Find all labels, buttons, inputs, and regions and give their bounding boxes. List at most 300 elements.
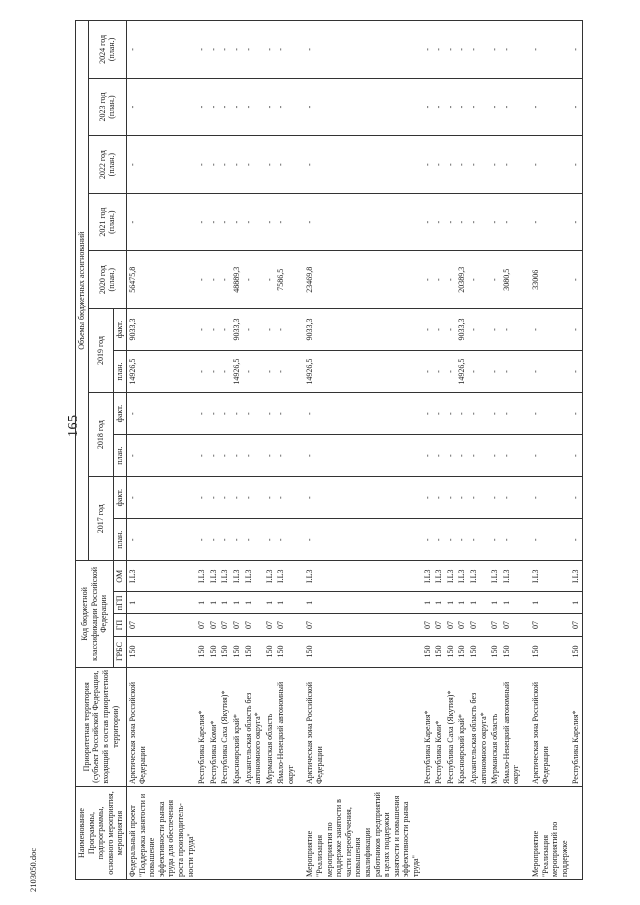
cell-value: - xyxy=(126,393,196,435)
cell-value: - xyxy=(433,519,445,561)
header-2019-plan: план. xyxy=(114,351,127,393)
cell-value: - xyxy=(275,308,296,350)
cell-value: 9033,3 xyxy=(296,308,421,350)
cell-value: - xyxy=(296,435,421,477)
cell-value: - xyxy=(422,435,434,477)
cell-pgp: 1 xyxy=(219,592,231,614)
cell-value: - xyxy=(231,477,243,519)
cell-value: - xyxy=(219,251,231,309)
cell-name xyxy=(219,787,231,880)
cell-value: - xyxy=(296,477,421,519)
cell-value: - xyxy=(570,435,582,477)
cell-value: - xyxy=(296,193,421,251)
cell-value: - xyxy=(522,393,570,435)
cell-value: 14926,5 xyxy=(456,351,468,393)
cell-om: I.L3 xyxy=(422,561,434,592)
cell-value: - xyxy=(570,308,582,350)
cell-value: - xyxy=(231,21,243,79)
cell-value: - xyxy=(433,251,445,309)
cell-om: I.L3 xyxy=(219,561,231,592)
header-2024: 2024 год (план.) xyxy=(88,21,126,79)
cell-value: - xyxy=(433,351,445,393)
cell-grbs: 150 xyxy=(243,636,264,667)
cell-value: - xyxy=(219,136,231,194)
cell-value: - xyxy=(433,308,445,350)
cell-value: - xyxy=(468,251,489,309)
header-2018-fact: факт. xyxy=(114,393,127,435)
table-row xyxy=(196,21,208,880)
cell-pgp: 1 xyxy=(489,592,501,614)
cell-om: I.L3 xyxy=(501,561,522,592)
table-row xyxy=(231,21,243,880)
cell-value: - xyxy=(522,435,570,477)
cell-om: I.L3 xyxy=(468,561,489,592)
cell-value: - xyxy=(501,78,522,136)
cell-grbs: 150 xyxy=(275,636,296,667)
header-pgp: пГП xyxy=(114,592,127,614)
table-row xyxy=(422,21,434,880)
cell-value: - xyxy=(264,251,276,309)
cell-value: - xyxy=(422,193,434,251)
table-row xyxy=(126,21,196,880)
header-2023: 2023 год (план.) xyxy=(88,78,126,136)
cell-pgp: 1 xyxy=(208,592,220,614)
cell-value: - xyxy=(243,519,264,561)
cell-value: - xyxy=(275,435,296,477)
cell-value: - xyxy=(219,21,231,79)
cell-value: - xyxy=(456,193,468,251)
cell-value: - xyxy=(264,435,276,477)
cell-grbs: 150 xyxy=(208,636,220,667)
cell-value: - xyxy=(433,193,445,251)
cell-value: - xyxy=(456,21,468,79)
cell-pgp: 1 xyxy=(296,592,421,614)
cell-gp: 07 xyxy=(570,614,582,636)
cell-grbs: 150 xyxy=(422,636,434,667)
cell-pgp: 1 xyxy=(422,592,434,614)
table-row xyxy=(456,21,468,880)
cell-value: - xyxy=(275,351,296,393)
cell-value: - xyxy=(208,351,220,393)
cell-value: - xyxy=(456,136,468,194)
cell-value: - xyxy=(522,21,570,79)
cell-value: - xyxy=(208,435,220,477)
cell-name xyxy=(468,787,489,880)
cell-value: - xyxy=(433,435,445,477)
cell-value: - xyxy=(570,21,582,79)
cell-value: - xyxy=(422,21,434,79)
cell-value: - xyxy=(196,21,208,79)
cell-om: I.L3 xyxy=(456,561,468,592)
cell-pgp: 1 xyxy=(456,592,468,614)
cell-om: I.L3 xyxy=(231,561,243,592)
cell-value: - xyxy=(468,308,489,350)
cell-value: - xyxy=(489,351,501,393)
cell-gp: 07 xyxy=(433,614,445,636)
table-row xyxy=(275,21,296,880)
cell-value: - xyxy=(126,477,196,519)
header-2017-plan: план. xyxy=(114,519,127,561)
cell-value: - xyxy=(501,21,522,79)
cell-value: - xyxy=(264,308,276,350)
cell-value: - xyxy=(433,136,445,194)
cell-value: - xyxy=(489,136,501,194)
cell-value: - xyxy=(422,393,434,435)
cell-value: - xyxy=(126,435,196,477)
cell-value: - xyxy=(445,308,457,350)
cell-value: - xyxy=(570,477,582,519)
cell-value: - xyxy=(445,78,457,136)
cell-value: - xyxy=(275,21,296,79)
page-number: 165 xyxy=(66,414,81,437)
cell-value: - xyxy=(196,136,208,194)
cell-territory: Арктическая зона Российской Федерации xyxy=(296,667,421,787)
cell-value: - xyxy=(445,435,457,477)
cell-value: - xyxy=(570,78,582,136)
cell-value: - xyxy=(243,78,264,136)
cell-value: - xyxy=(264,393,276,435)
cell-value: - xyxy=(243,193,264,251)
cell-value: - xyxy=(522,351,570,393)
cell-pgp: 1 xyxy=(433,592,445,614)
cell-om: I.L3 xyxy=(264,561,276,592)
header-om: ОМ xyxy=(114,561,127,592)
table-row xyxy=(433,21,445,880)
cell-om: I.L3 xyxy=(275,561,296,592)
cell-gp: 07 xyxy=(231,614,243,636)
cell-value: - xyxy=(468,477,489,519)
cell-pgp: 1 xyxy=(126,592,196,614)
cell-name xyxy=(264,787,276,880)
header-2017: 2017 год xyxy=(88,477,114,561)
cell-name xyxy=(445,787,457,880)
cell-value: - xyxy=(196,193,208,251)
cell-gp: 07 xyxy=(501,614,522,636)
cell-value: - xyxy=(445,519,457,561)
cell-value: - xyxy=(501,136,522,194)
cell-value: - xyxy=(422,308,434,350)
cell-value: - xyxy=(468,351,489,393)
cell-grbs: 150 xyxy=(445,636,457,667)
cell-value: - xyxy=(208,136,220,194)
cell-value: - xyxy=(445,251,457,309)
cell-pgp: 1 xyxy=(445,592,457,614)
cell-pgp: 1 xyxy=(264,592,276,614)
cell-name: Федеральный проект "Поддержка занятости и повышение эффективности рынка труда для обеспечения роста производитель-ности труда" xyxy=(126,787,196,880)
cell-territory: Мурманская область xyxy=(489,667,501,787)
cell-om: I.L3 xyxy=(296,561,421,592)
cell-name xyxy=(422,787,434,880)
cell-gp: 07 xyxy=(275,614,296,636)
header-2018-plan: план. xyxy=(114,435,127,477)
cell-value: 9033,3 xyxy=(456,308,468,350)
cell-value: - xyxy=(126,78,196,136)
cell-value: 9033,3 xyxy=(126,308,196,350)
cell-value: - xyxy=(501,477,522,519)
cell-value: 48889,3 xyxy=(231,251,243,309)
cell-grbs: 150 xyxy=(126,636,196,667)
cell-gp: 07 xyxy=(489,614,501,636)
cell-value: - xyxy=(522,308,570,350)
cell-value: 14926,5 xyxy=(296,351,421,393)
cell-value: - xyxy=(570,351,582,393)
cell-value: - xyxy=(264,136,276,194)
cell-territory: Арктическая зона Российской Федерации xyxy=(126,667,196,787)
cell-value: - xyxy=(296,21,421,79)
cell-value: - xyxy=(231,78,243,136)
cell-grbs: 150 xyxy=(468,636,489,667)
cell-om: I.L3 xyxy=(126,561,196,592)
cell-value: - xyxy=(275,393,296,435)
cell-value: - xyxy=(219,477,231,519)
cell-value: - xyxy=(243,308,264,350)
cell-value: - xyxy=(489,393,501,435)
header-kbk: Код бюджетной классификации Российской Федерации xyxy=(76,561,114,667)
cell-grbs: 150 xyxy=(231,636,243,667)
table-row xyxy=(522,21,570,880)
cell-value: - xyxy=(456,393,468,435)
cell-value: - xyxy=(126,136,196,194)
cell-value: - xyxy=(570,193,582,251)
table-row xyxy=(243,21,264,880)
cell-value: - xyxy=(126,519,196,561)
cell-pgp: 1 xyxy=(243,592,264,614)
cell-grbs: 150 xyxy=(433,636,445,667)
header-gp: ГП xyxy=(114,614,127,636)
cell-om: I.L3 xyxy=(433,561,445,592)
cell-value: - xyxy=(570,519,582,561)
cell-value: - xyxy=(243,21,264,79)
header-volumes: Объемы бюджетных ассигнований xyxy=(76,21,89,561)
cell-value: - xyxy=(433,477,445,519)
cell-territory: Республика Саха (Якутия)* xyxy=(219,667,231,787)
cell-value: - xyxy=(456,78,468,136)
cell-pgp: 1 xyxy=(570,592,582,614)
cell-territory: Республика Саха (Якутия)* xyxy=(445,667,457,787)
cell-om: I.L3 xyxy=(243,561,264,592)
cell-grbs: 150 xyxy=(501,636,522,667)
cell-pgp: 1 xyxy=(522,592,570,614)
cell-value: - xyxy=(522,78,570,136)
cell-value: - xyxy=(296,136,421,194)
cell-value: - xyxy=(489,251,501,309)
cell-value: - xyxy=(208,251,220,309)
cell-grbs: 150 xyxy=(522,636,570,667)
cell-value: - xyxy=(196,477,208,519)
cell-territory: Республика Коми* xyxy=(208,667,220,787)
cell-value: - xyxy=(501,308,522,350)
cell-value: 14926,5 xyxy=(126,351,196,393)
cell-value: - xyxy=(522,477,570,519)
cell-name xyxy=(208,787,220,880)
cell-value: - xyxy=(219,435,231,477)
cell-pgp: 1 xyxy=(501,592,522,614)
header-2018: 2018 год xyxy=(88,393,114,477)
cell-grbs: 150 xyxy=(570,636,582,667)
cell-territory: Республика Коми* xyxy=(433,667,445,787)
cell-territory: Красноярский край* xyxy=(231,667,243,787)
cell-value: - xyxy=(422,251,434,309)
cell-value: - xyxy=(275,193,296,251)
cell-value: - xyxy=(501,351,522,393)
cell-value: - xyxy=(231,519,243,561)
cell-om: I.L3 xyxy=(489,561,501,592)
cell-value: - xyxy=(489,21,501,79)
table-row xyxy=(445,21,457,880)
cell-value: - xyxy=(445,21,457,79)
cell-value: - xyxy=(570,251,582,309)
cell-gp: 07 xyxy=(445,614,457,636)
cell-value: - xyxy=(126,193,196,251)
cell-value: - xyxy=(219,308,231,350)
cell-value: - xyxy=(501,435,522,477)
cell-value: - xyxy=(219,393,231,435)
cell-gp: 07 xyxy=(264,614,276,636)
table-row xyxy=(501,21,522,880)
cell-value: - xyxy=(501,393,522,435)
table-row xyxy=(489,21,501,880)
cell-value: - xyxy=(208,78,220,136)
cell-value: 20389,3 xyxy=(456,251,468,309)
cell-value: - xyxy=(208,519,220,561)
cell-value: 3080,5 xyxy=(501,251,522,309)
cell-value: - xyxy=(219,193,231,251)
cell-value: - xyxy=(445,477,457,519)
cell-value: - xyxy=(275,136,296,194)
cell-value: - xyxy=(433,21,445,79)
cell-value: - xyxy=(264,519,276,561)
cell-grbs: 150 xyxy=(264,636,276,667)
cell-value: - xyxy=(445,351,457,393)
cell-pgp: 1 xyxy=(231,592,243,614)
cell-territory: Мурманская область xyxy=(264,667,276,787)
cell-value: - xyxy=(196,78,208,136)
cell-value: - xyxy=(275,477,296,519)
cell-value: - xyxy=(489,78,501,136)
cell-value: - xyxy=(468,78,489,136)
cell-om: I.L3 xyxy=(196,561,208,592)
cell-value: - xyxy=(445,393,457,435)
cell-value: - xyxy=(208,477,220,519)
rotated-table-container xyxy=(75,20,581,880)
cell-name xyxy=(196,787,208,880)
header-2022: 2022 год (план.) xyxy=(88,136,126,194)
cell-value: - xyxy=(489,308,501,350)
cell-value: - xyxy=(196,435,208,477)
cell-value: - xyxy=(243,477,264,519)
cell-value: 9033,3 xyxy=(231,308,243,350)
cell-value: - xyxy=(275,78,296,136)
cell-om: I.L3 xyxy=(522,561,570,592)
table-row xyxy=(570,21,582,880)
cell-value: - xyxy=(208,393,220,435)
cell-value: - xyxy=(570,393,582,435)
cell-value: - xyxy=(433,393,445,435)
cell-pgp: 1 xyxy=(275,592,296,614)
cell-value: - xyxy=(489,193,501,251)
cell-territory: Ямало-Ненецкий автономный округ xyxy=(501,667,522,787)
cell-gp: 07 xyxy=(522,614,570,636)
cell-value: - xyxy=(264,193,276,251)
cell-value: - xyxy=(196,351,208,393)
cell-value: - xyxy=(489,519,501,561)
cell-grbs: 150 xyxy=(296,636,421,667)
cell-om: I.L3 xyxy=(208,561,220,592)
cell-value: - xyxy=(445,136,457,194)
cell-value: - xyxy=(422,78,434,136)
cell-grbs: 150 xyxy=(489,636,501,667)
cell-value: - xyxy=(231,435,243,477)
cell-value: - xyxy=(243,393,264,435)
cell-gp: 07 xyxy=(243,614,264,636)
cell-name xyxy=(501,787,522,880)
cell-value: - xyxy=(468,435,489,477)
cell-name: Мероприятие "Реализация мероприятий по поддержке xyxy=(522,787,570,880)
cell-territory: Архангельская область без автономного округа* xyxy=(243,667,264,787)
cell-value: - xyxy=(264,21,276,79)
cell-territory: Республика Карелия* xyxy=(570,667,582,787)
cell-value: 23469,8 xyxy=(296,251,421,309)
cell-value: - xyxy=(196,393,208,435)
cell-territory: Республика Карелия* xyxy=(422,667,434,787)
cell-value: - xyxy=(243,351,264,393)
header-2019: 2019 год xyxy=(88,308,114,392)
cell-name xyxy=(489,787,501,880)
cell-gp: 07 xyxy=(456,614,468,636)
cell-om: I.L3 xyxy=(445,561,457,592)
cell-value: - xyxy=(126,21,196,79)
header-2021: 2021 год (план.) xyxy=(88,193,126,251)
document-code: 2103050.doc xyxy=(28,847,38,892)
cell-value: - xyxy=(422,136,434,194)
cell-value: 56475,8 xyxy=(126,251,196,309)
table-row xyxy=(468,21,489,880)
cell-value: - xyxy=(445,193,457,251)
cell-name xyxy=(231,787,243,880)
cell-gp: 07 xyxy=(208,614,220,636)
cell-value: - xyxy=(522,136,570,194)
header-2017-fact: факт. xyxy=(114,477,127,519)
cell-gp: 07 xyxy=(219,614,231,636)
table-row xyxy=(296,21,421,880)
cell-value: - xyxy=(422,519,434,561)
cell-value: - xyxy=(501,519,522,561)
cell-value: - xyxy=(456,519,468,561)
cell-territory: Арктическая зона Российской Федерации xyxy=(522,667,570,787)
header-name: Наименование Программы, подпрограммы, основного мероприятия, мероприятия xyxy=(76,787,127,880)
cell-value: - xyxy=(231,393,243,435)
cell-value: - xyxy=(422,477,434,519)
table-row xyxy=(264,21,276,880)
cell-pgp: 1 xyxy=(196,592,208,614)
cell-value: 33006 xyxy=(522,251,570,309)
cell-value: - xyxy=(468,519,489,561)
cell-value: - xyxy=(468,193,489,251)
cell-value: - xyxy=(433,78,445,136)
cell-value: - xyxy=(489,435,501,477)
cell-value: - xyxy=(264,351,276,393)
cell-name xyxy=(433,787,445,880)
cell-om: I.L3 xyxy=(570,561,582,592)
cell-value: - xyxy=(243,136,264,194)
cell-gp: 07 xyxy=(196,614,208,636)
cell-grbs: 150 xyxy=(219,636,231,667)
cell-value: - xyxy=(296,78,421,136)
cell-value: - xyxy=(219,78,231,136)
cell-name xyxy=(275,787,296,880)
cell-value: - xyxy=(501,193,522,251)
header-2020: 2020 год (план.) xyxy=(88,251,126,309)
